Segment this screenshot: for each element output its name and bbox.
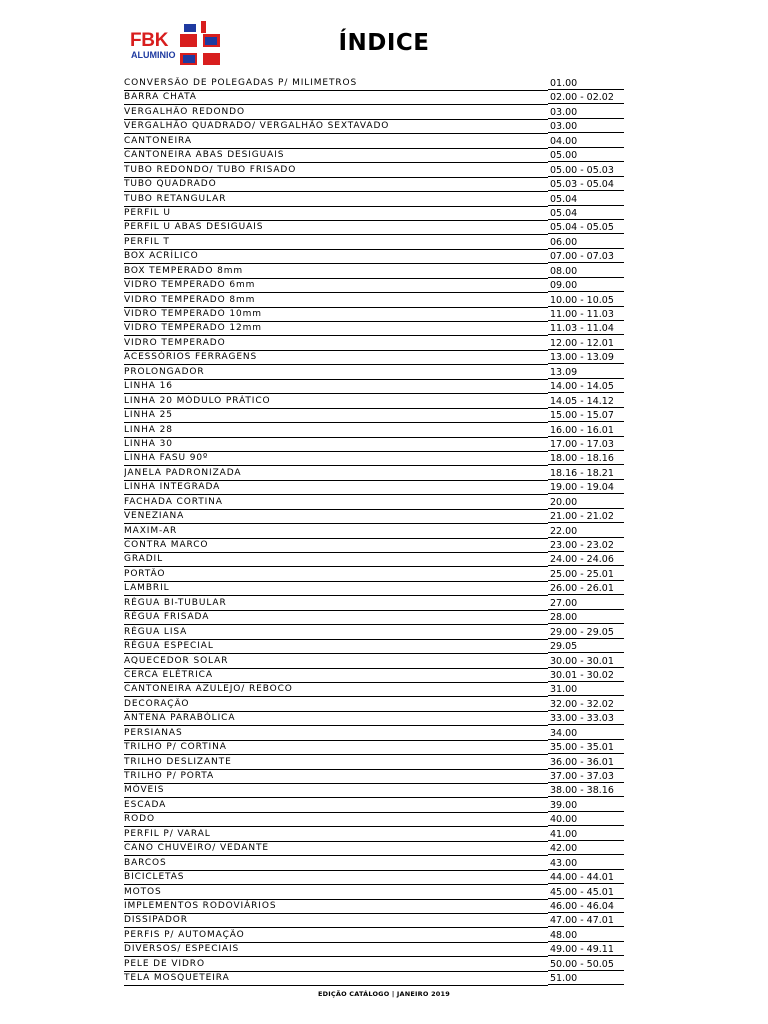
toc-entry-label: RÉGUA FRISADA xyxy=(124,611,548,625)
toc-row xyxy=(124,206,624,220)
toc-row xyxy=(124,321,624,335)
toc-row xyxy=(124,220,624,234)
toc-entry-label: LINHA 25 xyxy=(124,409,548,423)
logo-text: FBK xyxy=(130,30,169,51)
toc-row xyxy=(124,755,624,769)
toc-entry-label: PERSIANAS xyxy=(124,727,548,741)
toc-entry-page: 05.03 - 05.04 xyxy=(548,178,624,191)
toc-row xyxy=(124,134,624,148)
toc-entry-label: GRADIL xyxy=(124,553,548,567)
toc-entry-label: PERFIS P/ AUTOMAÇÃO xyxy=(124,929,548,943)
toc-entry-page: 27.00 xyxy=(548,597,624,610)
toc-entry-label: CANTONEIRA AZULEJO/ REBOCO xyxy=(124,683,548,697)
toc-entry-page: 19.00 - 19.04 xyxy=(548,481,624,494)
toc-entry-page: 21.00 - 21.02 xyxy=(548,510,624,523)
toc-entry-page: 39.00 xyxy=(548,799,624,812)
toc-entry-label: LINHA 16 xyxy=(124,380,548,394)
toc-entry-page: 38.00 - 38.16 xyxy=(548,784,624,797)
toc-entry-label: DECORAÇÃO xyxy=(124,698,548,712)
toc-row xyxy=(124,928,624,942)
toc-row xyxy=(124,610,624,624)
toc-row xyxy=(124,148,624,162)
toc-entry-page: 30.01 - 30.02 xyxy=(548,669,624,682)
toc-entry-label: VIDRO TEMPERADO 10mm xyxy=(124,308,548,322)
toc-entry-page: 32.00 - 32.02 xyxy=(548,698,624,711)
toc-entry-page: 03.00 xyxy=(548,106,624,119)
toc-entry-label: BOX ACRÍLICO xyxy=(124,250,548,264)
toc-row xyxy=(124,783,624,797)
toc-entry-page: 48.00 xyxy=(548,929,624,942)
toc-row xyxy=(124,668,624,682)
toc-entry-page: 05.04 - 05.05 xyxy=(548,221,624,234)
toc-entry-label: LINHA 20 MÓDULO PRÁTICO xyxy=(124,395,548,409)
toc-entry-page: 14.05 - 14.12 xyxy=(548,395,624,408)
toc-entry-page: 09.00 xyxy=(548,279,624,292)
toc-entry-label: IMPLEMENTOS RODOVIÁRIOS xyxy=(124,900,548,914)
toc-row xyxy=(124,639,624,653)
toc-entry-page: 04.00 xyxy=(548,135,624,148)
toc-entry-label: BARRA CHATA xyxy=(124,91,548,105)
toc-entry-page: 16.00 - 16.01 xyxy=(548,424,624,437)
toc-row xyxy=(124,552,624,566)
toc-row xyxy=(124,856,624,870)
toc-row xyxy=(124,913,624,927)
toc-entry-page: 35.00 - 35.01 xyxy=(548,741,624,754)
toc-entry-page: 31.00 xyxy=(548,683,624,696)
toc-row xyxy=(124,942,624,956)
toc-entry-page: 13.09 xyxy=(548,366,624,379)
toc-entry-label: TRILHO P/ PORTA xyxy=(124,770,548,784)
toc-row xyxy=(124,480,624,494)
toc-entry-label: RODO xyxy=(124,813,548,827)
toc-entry-label: TUBO QUADRADO xyxy=(124,178,548,192)
toc-row xyxy=(124,957,624,971)
toc-entry-label: PORTÃO xyxy=(124,568,548,582)
toc-entry-label: VIDRO TEMPERADO 12mm xyxy=(124,322,548,336)
toc-row xyxy=(124,827,624,841)
toc-row xyxy=(124,509,624,523)
toc-entry-label: RÉGUA LISA xyxy=(124,626,548,640)
toc-row xyxy=(124,567,624,581)
toc-entry-page: 42.00 xyxy=(548,842,624,855)
toc-entry-page: 06.00 xyxy=(548,236,624,249)
toc-entry-label: PERFIL P/ VARAL xyxy=(124,828,548,842)
toc-entry-page: 25.00 - 25.01 xyxy=(548,568,624,581)
toc-entry-page: 18.00 - 18.16 xyxy=(548,452,624,465)
toc-row xyxy=(124,769,624,783)
toc-entry-page: 15.00 - 15.07 xyxy=(548,409,624,422)
toc-entry-label: VIDRO TEMPERADO xyxy=(124,337,548,351)
toc-row xyxy=(124,524,624,538)
toc-entry-label: CONTRA MARCO xyxy=(124,539,548,553)
toc-row xyxy=(124,119,624,133)
toc-row xyxy=(124,90,624,104)
toc-row xyxy=(124,740,624,754)
toc-row xyxy=(124,350,624,364)
toc-entry-label: LINHA 28 xyxy=(124,424,548,438)
toc-row xyxy=(124,336,624,350)
toc-row xyxy=(124,451,624,465)
toc-row xyxy=(124,899,624,913)
toc-row xyxy=(124,423,624,437)
toc-row xyxy=(124,379,624,393)
toc-row xyxy=(124,76,624,90)
toc-entry-page: 22.00 xyxy=(548,525,624,538)
toc-row xyxy=(124,192,624,206)
toc-entry-label: RÉGUA BI-TUBULAR xyxy=(124,597,548,611)
toc-row xyxy=(124,293,624,307)
toc-entry-page: 24.00 - 24.06 xyxy=(548,553,624,566)
toc-entry-label: ESCADA xyxy=(124,799,548,813)
toc-entry-label: CANTONEIRA ABAS DESIGUAIS xyxy=(124,149,548,163)
toc-entry-page: 05.00 - 05.03 xyxy=(548,164,624,177)
toc-entry-page: 50.00 - 50.05 xyxy=(548,958,624,971)
toc-entry-label: CONVERSÃO DE POLEGADAS P/ MILIMETROS xyxy=(124,77,548,91)
toc-entry-label: PERFIL T xyxy=(124,236,548,250)
toc-entry-label: TRILHO P/ CORTINA xyxy=(124,741,548,755)
toc-row xyxy=(124,885,624,899)
toc-row xyxy=(124,596,624,610)
toc-entry-page: 07.00 - 07.03 xyxy=(548,250,624,263)
toc-entry-page: 20.00 xyxy=(548,496,624,509)
toc-row xyxy=(124,495,624,509)
toc-entry-page: 44.00 - 44.01 xyxy=(548,871,624,884)
toc-row xyxy=(124,307,624,321)
toc-entry-page: 05.04 xyxy=(548,207,624,220)
toc-row xyxy=(124,870,624,884)
toc-entry-label: JANELA PADRONIZADA xyxy=(124,467,548,481)
toc-entry-page: 08.00 xyxy=(548,265,624,278)
toc-entry-page: 51.00 xyxy=(548,972,624,985)
toc-entry-page: 33.00 - 33.03 xyxy=(548,712,624,725)
toc-entry-label: PERFIL U xyxy=(124,207,548,221)
toc-row xyxy=(124,394,624,408)
toc-entry-page: 46.00 - 46.04 xyxy=(548,900,624,913)
toc-row xyxy=(124,365,624,379)
toc-row xyxy=(124,971,624,985)
toc-row xyxy=(124,408,624,422)
toc-entry-page: 40.00 xyxy=(548,813,624,826)
toc-row xyxy=(124,177,624,191)
toc-row xyxy=(124,163,624,177)
toc-entry-label: MAXIM-AR xyxy=(124,525,548,539)
toc-entry-page: 36.00 - 36.01 xyxy=(548,756,624,769)
toc-entry-page: 30.00 - 30.01 xyxy=(548,655,624,668)
page-title: ÍNDICE xyxy=(338,30,430,56)
toc-row xyxy=(124,581,624,595)
toc-row xyxy=(124,841,624,855)
toc-entry-page: 05.00 xyxy=(548,149,624,162)
toc-entry-label: DISSIPADOR xyxy=(124,914,548,928)
toc-entry-label: PERFIL U ABAS DESIGUAIS xyxy=(124,221,548,235)
toc-entry-label: AQUECEDOR SOLAR xyxy=(124,655,548,669)
toc-row xyxy=(124,625,624,639)
toc-entry-page: 17.00 - 17.03 xyxy=(548,438,624,451)
toc-entry-label: VENEZIANA xyxy=(124,510,548,524)
toc-entry-label: VIDRO TEMPERADO 8mm xyxy=(124,294,548,308)
toc-entry-page: 49.00 - 49.11 xyxy=(548,943,624,956)
toc-entry-page: 28.00 xyxy=(548,611,624,624)
toc-row xyxy=(124,105,624,119)
toc-entry-label: CERCA ELÉTRICA xyxy=(124,669,548,683)
toc-row xyxy=(124,697,624,711)
toc-row xyxy=(124,235,624,249)
toc-row xyxy=(124,264,624,278)
logo-subtext: ALUMINIO xyxy=(131,50,176,60)
toc-entry-page: 02.00 - 02.02 xyxy=(548,91,624,104)
toc-entry-page: 37.00 - 37.03 xyxy=(548,770,624,783)
toc-entry-label: RÉGUA ESPECIAL xyxy=(124,640,548,654)
toc-entry-label: CANO CHUVEIRO/ VEDANTE xyxy=(124,842,548,856)
toc-row xyxy=(124,538,624,552)
toc-entry-page: 34.00 xyxy=(548,727,624,740)
toc-entry-label: VIDRO TEMPERADO 6mm xyxy=(124,279,548,293)
toc-entry-label: ACESSÓRIOS FERRAGENS xyxy=(124,351,548,365)
toc-entry-page: 01.00 xyxy=(548,77,624,90)
toc-entry-label: CANTONEIRA xyxy=(124,135,548,149)
toc-row xyxy=(124,249,624,263)
toc-entry-label: TUBO RETANGULAR xyxy=(124,193,548,207)
toc-entry-page: 23.00 - 23.02 xyxy=(548,539,624,552)
toc-entry-label: MOTOS xyxy=(124,886,548,900)
toc-entry-label: DIVERSOS/ ESPECIAIS xyxy=(124,943,548,957)
toc-entry-label: FACHADA CORTINA xyxy=(124,496,548,510)
toc-entry-page: 10.00 - 10.05 xyxy=(548,294,624,307)
toc-entry-page: 11.03 - 11.04 xyxy=(548,322,624,335)
toc-row xyxy=(124,812,624,826)
toc-entry-label: MÓVEIS xyxy=(124,784,548,798)
toc-entry-label: LINHA INTEGRADA xyxy=(124,481,548,495)
toc-entry-page: 45.00 - 45.01 xyxy=(548,886,624,899)
toc-entry-label: BICICLETAS xyxy=(124,871,548,885)
toc-row xyxy=(124,278,624,292)
toc-entry-page: 29.05 xyxy=(548,640,624,653)
toc-entry-page: 43.00 xyxy=(548,857,624,870)
footer-edition: EDIÇÃO CATÁLOGO | JANEIRO 2019 xyxy=(318,990,450,998)
toc-row xyxy=(124,711,624,725)
toc-entry-label: BARCOS xyxy=(124,857,548,871)
toc-entry-label: VERGALHÃO REDONDO xyxy=(124,106,548,120)
toc-entry-label: VERGALHÃO QUADRADO/ VERGALHÃO SEXTAVADO xyxy=(124,120,548,134)
toc-entry-page: 47.00 - 47.01 xyxy=(548,914,624,927)
toc-entry-page: 26.00 - 26.01 xyxy=(548,582,624,595)
toc-entry-label: BOX TEMPERADO 8mm xyxy=(124,265,548,279)
toc-row xyxy=(124,654,624,668)
toc-row xyxy=(124,726,624,740)
toc-entry-page: 41.00 xyxy=(548,828,624,841)
toc-entry-page: 05.04 xyxy=(548,193,624,206)
toc-entry-label: TELA MOSQUETEIRA xyxy=(124,972,548,986)
toc-entry-label: ANTENA PARABÓLICA xyxy=(124,712,548,726)
toc-entry-page: 13.00 - 13.09 xyxy=(548,351,624,364)
toc-entry-page: 14.00 - 14.05 xyxy=(548,380,624,393)
toc-entry-page: 18.16 - 18.21 xyxy=(548,467,624,480)
toc-entry-label: LINHA FASU 90º xyxy=(124,452,548,466)
toc-row xyxy=(124,682,624,696)
toc-entry-page: 11.00 - 11.03 xyxy=(548,308,624,321)
toc-entry-label: PROLONGADOR xyxy=(124,366,548,380)
toc-entry-page: 29.00 - 29.05 xyxy=(548,626,624,639)
toc-row xyxy=(124,437,624,451)
toc-entry-label: LINHA 30 xyxy=(124,438,548,452)
toc-entry-page: 12.00 - 12.01 xyxy=(548,337,624,350)
toc-entry-label: TUBO REDONDO/ TUBO FRISADO xyxy=(124,164,548,178)
toc-entry-label: LAMBRIL xyxy=(124,582,548,596)
toc-row xyxy=(124,798,624,812)
toc-row xyxy=(124,466,624,480)
toc-entry-label: TRILHO DESLIZANTE xyxy=(124,756,548,770)
table-of-contents xyxy=(124,76,624,986)
toc-entry-page: 03.00 xyxy=(548,120,624,133)
toc-entry-label: PELE DE VIDRO xyxy=(124,958,548,972)
